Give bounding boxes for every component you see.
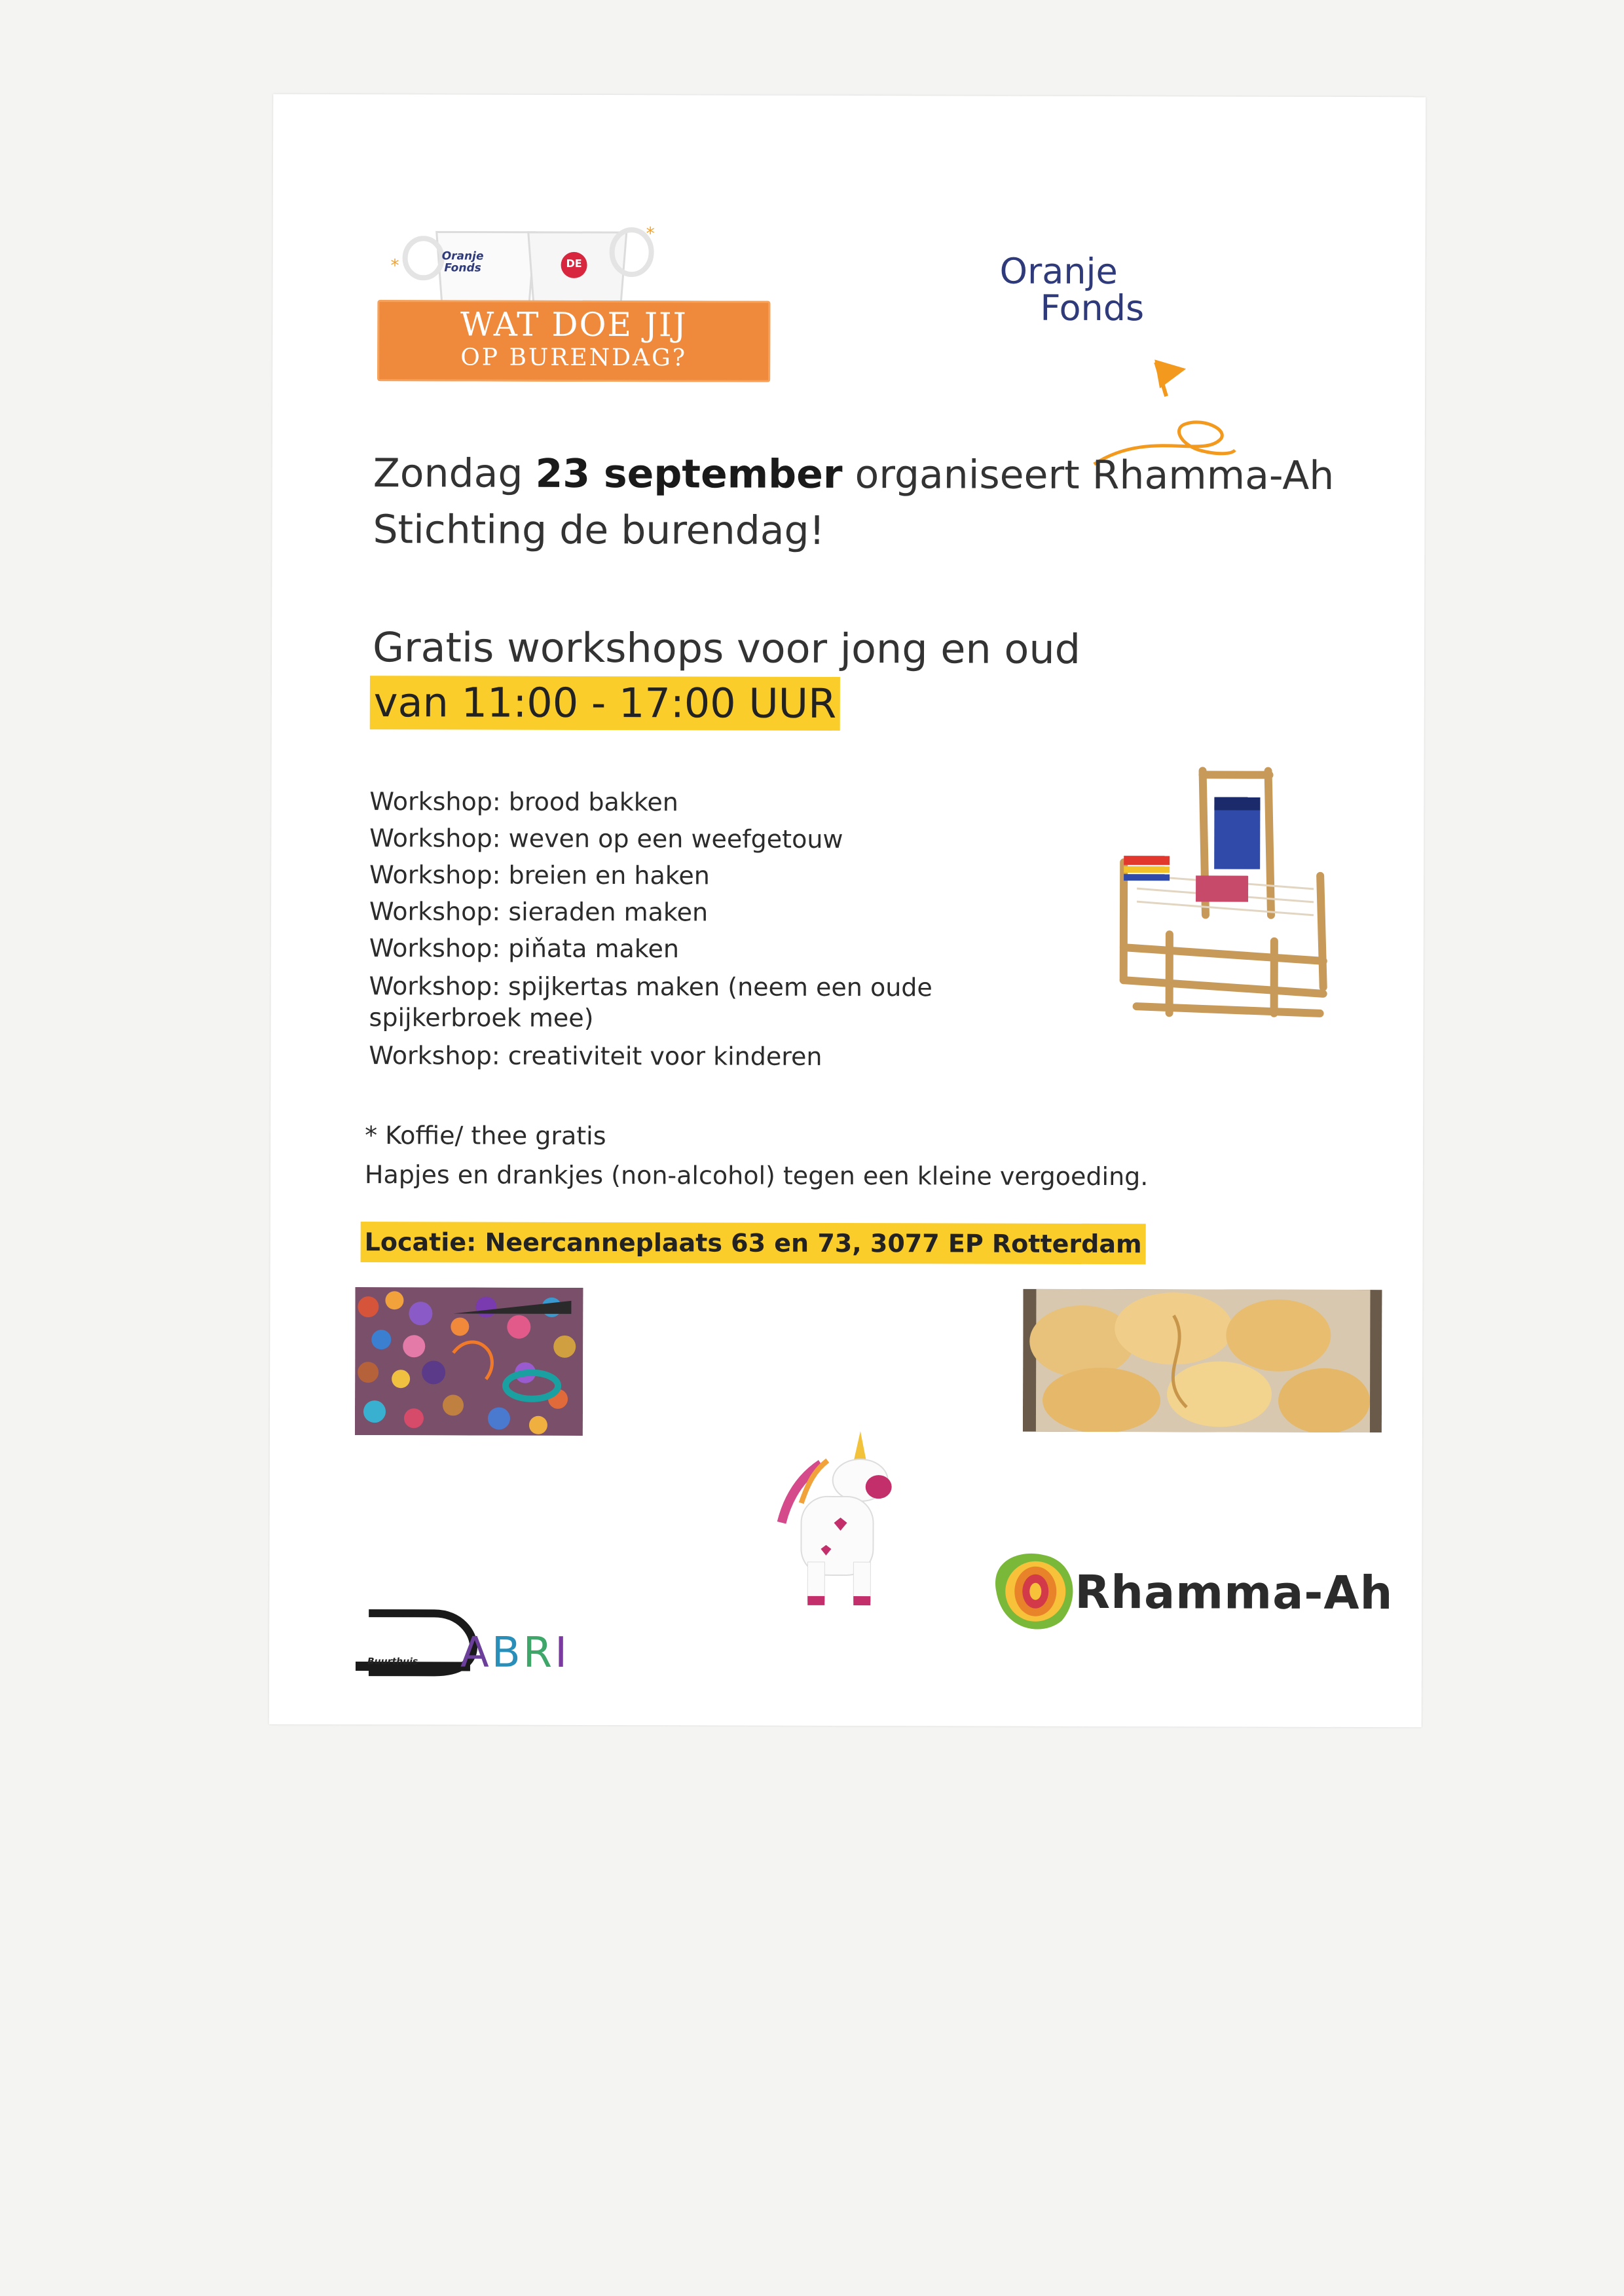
- abri-letter: I: [555, 1628, 570, 1677]
- list-item: Workshop: weven op een weefgetouw: [369, 824, 843, 854]
- abri-logo: [356, 1600, 604, 1679]
- oranje-fonds-line-2: Fonds: [1040, 287, 1145, 329]
- badge-line-1: WAT DOE JIJ: [460, 305, 688, 344]
- abri-small-label: Buurthuis: [367, 1656, 418, 1667]
- burendag-badge: [377, 300, 770, 382]
- kite-icon: [1068, 260, 1239, 477]
- time-highlight: van 11:00 - 17:00 UUR: [370, 676, 841, 731]
- notes: [365, 1116, 1149, 1196]
- cup-label-de: DE: [566, 257, 582, 270]
- abri-letters: [460, 1628, 570, 1677]
- list-item: Workshop: creativiteit voor kinderen: [369, 1041, 822, 1071]
- cup-label-oranje-fonds: Oranje Fonds: [441, 249, 484, 275]
- svg-text:*: *: [390, 256, 399, 276]
- workshop-list: [369, 783, 1090, 1076]
- badge-line-2: OP BURENDAG?: [460, 344, 688, 372]
- abri-letter: B: [491, 1628, 523, 1677]
- loom-image: [1098, 751, 1347, 1027]
- rhamma-ah-wordmark: Rhamma-Ah: [1075, 1565, 1393, 1620]
- beads-image: [355, 1287, 583, 1436]
- list-item: Workshop: piňata maken: [369, 934, 679, 964]
- list-item: Workshop: sieraden maken: [369, 897, 709, 927]
- abri-letter: R: [523, 1628, 555, 1677]
- list-item: Workshop: spijkertas maken (neem een oude spijkerbroek mee): [369, 972, 932, 1032]
- note-coffee: * Koffie/ thee gratis: [365, 1121, 606, 1151]
- oranje-fonds-line-1: Oranje: [999, 250, 1118, 293]
- location-highlight: Locatie: Neercanneplaats 63 en 73, 3077 EP Rotterdam: [361, 1222, 1146, 1264]
- headline-prefix: Zondag: [373, 450, 536, 497]
- abri-letter: A: [460, 1628, 492, 1677]
- list-item: Workshop: brood bakken: [369, 787, 678, 817]
- unicorn-pinata-image: [762, 1425, 913, 1615]
- bread-image: [1023, 1289, 1382, 1432]
- rhamma-ah-logo-icon: [983, 1546, 1081, 1637]
- note-snacks: Hapjes en drankjes (non-alcohol) tegen een kleine vergoeding.: [364, 1160, 1149, 1192]
- subheading: Gratis workshops voor jong en oud: [372, 623, 1081, 673]
- flyer-page: [269, 94, 1426, 1728]
- list-item: Workshop: breien en haken: [369, 860, 710, 890]
- headline-suffix: organiseert Rhamma-Ah Stichting de burendag!: [373, 451, 1335, 554]
- headline-date: 23 september: [535, 450, 843, 498]
- svg-text:*: *: [646, 224, 655, 244]
- headline: [373, 445, 1394, 560]
